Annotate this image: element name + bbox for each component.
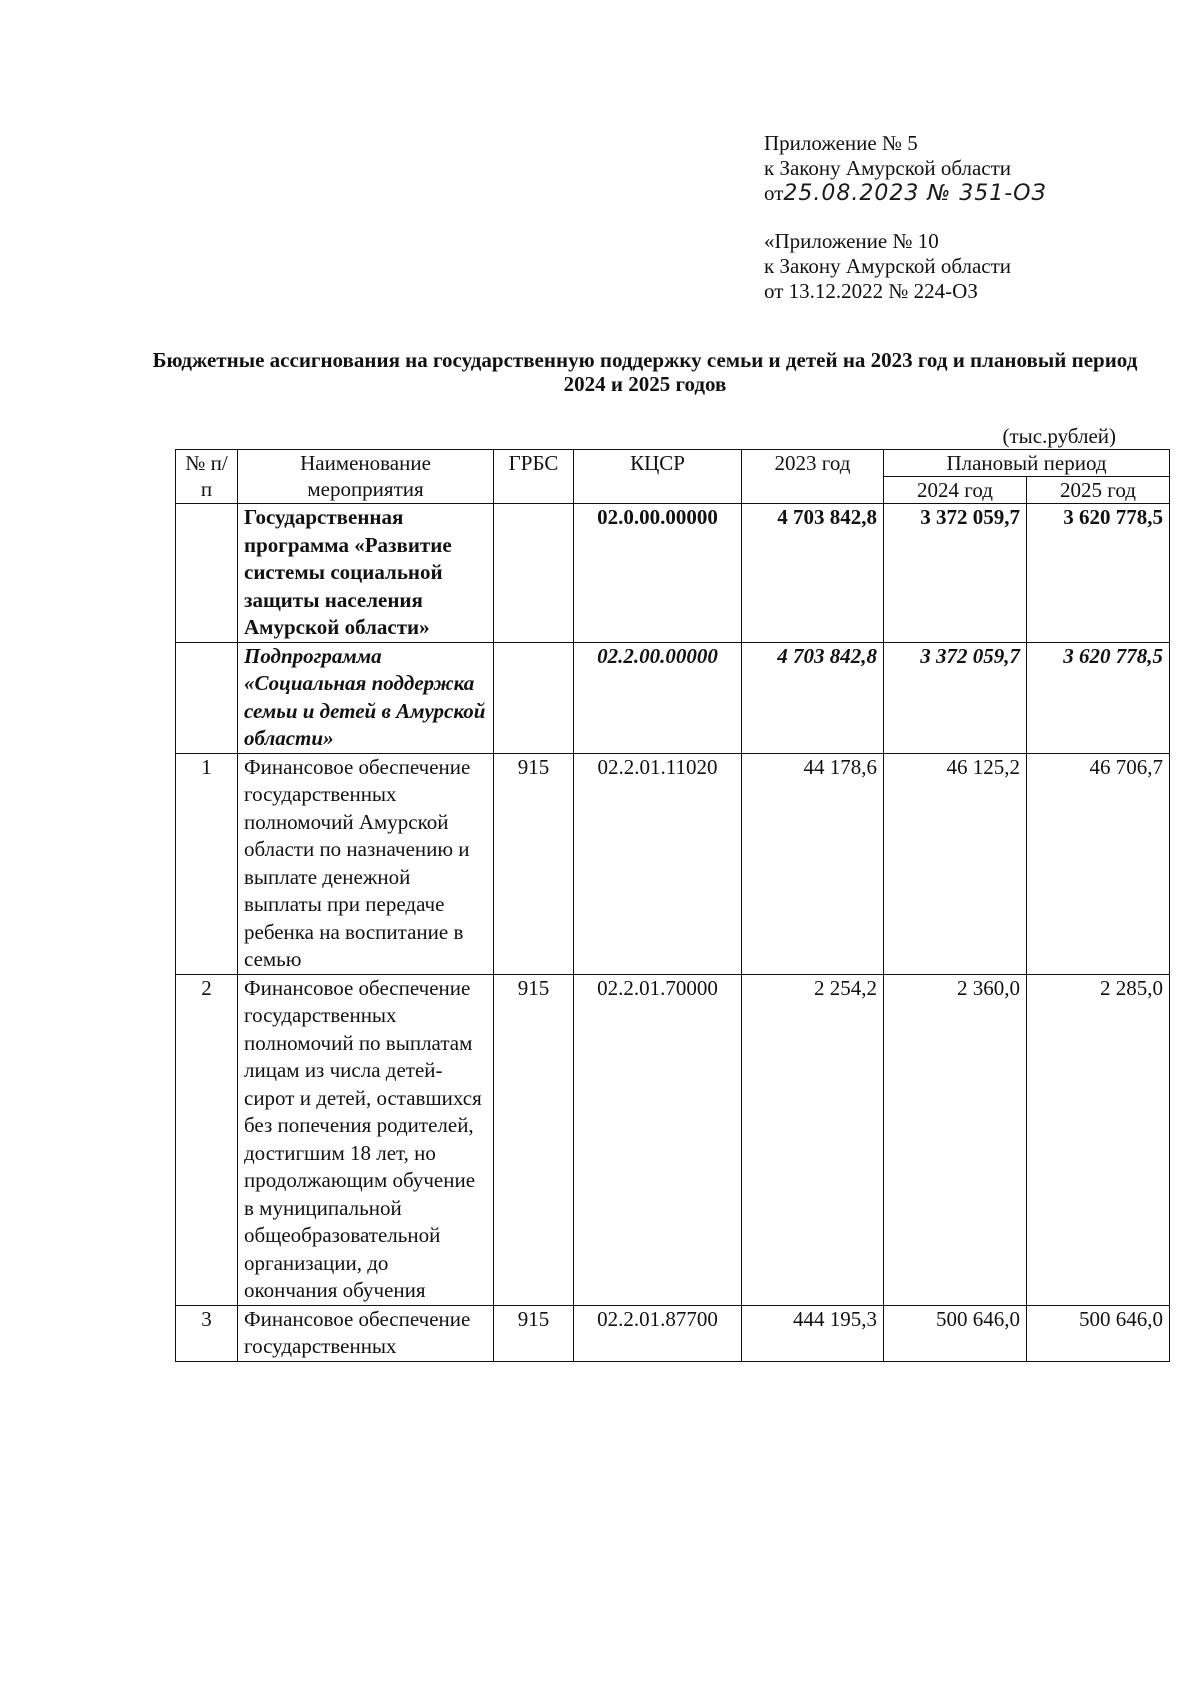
cell-grbs: 915 — [494, 753, 574, 974]
appendix-original-line2: к Закону Амурской области — [764, 254, 1012, 278]
units-label: (тыс.рублей) — [1002, 424, 1116, 448]
cell-kcsr: 02.2.00.00000 — [574, 642, 742, 753]
cell-2025: 500 646,0 — [1027, 1305, 1170, 1361]
appendix-current-line1: Приложение № 5 — [764, 131, 918, 155]
cell-2024: 500 646,0 — [884, 1305, 1027, 1361]
budget-table — [175, 449, 1170, 1362]
appendix-original-line3: от 13.12.2022 № 224-ОЗ — [764, 279, 978, 303]
cell-2024: 2 360,0 — [884, 974, 1027, 1305]
cell-grbs — [494, 642, 574, 753]
header-name: Наименование мероприятия — [238, 450, 494, 504]
header-num: № п/п — [176, 450, 238, 504]
cell-2025: 46 706,7 — [1027, 753, 1170, 974]
cell-kcsr: 02.2.01.87700 — [574, 1305, 742, 1361]
cell-name: Государственная программа «Развитие системы социальной защиты населения Амурской области» — [238, 504, 494, 643]
cell-grbs: 915 — [494, 1305, 574, 1361]
appendix-current-line3 — [764, 181, 1047, 206]
cell-grbs: 915 — [494, 974, 574, 1305]
cell-kcsr: 02.2.01.11020 — [574, 753, 742, 974]
cell-num: 2 — [176, 974, 238, 1305]
cell-name: Финансовое обеспечение государственных — [238, 1305, 494, 1361]
cell-num: 1 — [176, 753, 238, 974]
cell-2023: 444 195,3 — [742, 1305, 884, 1361]
date-prefix: от — [764, 181, 784, 205]
table-row-subprogram — [176, 642, 1170, 753]
cell-num: 3 — [176, 1305, 238, 1361]
cell-name: Подпрограмма «Социальная поддержка семьи и детей в Амурской области» — [238, 642, 494, 753]
header-2023: 2023 год — [742, 450, 884, 504]
appendix-current-line2: к Закону Амурской области — [764, 156, 1012, 180]
header-2024: 2024 год — [884, 477, 1027, 504]
cell-2025: 2 285,0 — [1027, 974, 1170, 1305]
cell-2025: 3 620 778,5 — [1027, 642, 1170, 753]
cell-2024: 46 125,2 — [884, 753, 1027, 974]
header-kcsr: КЦСР — [574, 450, 742, 504]
cell-num — [176, 642, 238, 753]
cell-name: Финансовое обеспечение государственных полномочий по выплатам лицам из числа детей-сирот и детей, оставшихся без попечения родителей, достигшим 18 лет, но продолжающим обучение в муниципальной общеобразовательной организации, до окончания обучения — [238, 974, 494, 1305]
header-grbs: ГРБС — [494, 450, 574, 504]
header-planned-period: Плановый период — [884, 450, 1170, 477]
cell-grbs — [494, 504, 574, 643]
cell-name: Финансовое обеспечение государственных полномочий Амурской области по назначению и выплате денежной выплаты при передаче ребенка на воспитание в семью — [238, 753, 494, 974]
cell-2024: 3 372 059,7 — [884, 642, 1027, 753]
cell-kcsr: 02.2.01.70000 — [574, 974, 742, 1305]
cell-2025: 3 620 778,5 — [1027, 504, 1170, 643]
handwritten-date-number: 25.08.2023 № 351-ОЗ — [783, 181, 1047, 206]
cell-2024: 3 372 059,7 — [884, 504, 1027, 643]
cell-2023: 44 178,6 — [742, 753, 884, 974]
table-row — [176, 974, 1170, 1305]
table-row — [176, 1305, 1170, 1361]
appendix-original-line1: «Приложение № 10 — [764, 229, 939, 253]
table-row-program — [176, 504, 1170, 643]
cell-num — [176, 504, 238, 643]
document-title: Бюджетные ассигнования на государственную поддержку семьи и детей на 2023 год и плановый период 2024 и 2025 годов — [152, 348, 1138, 396]
table-row — [176, 753, 1170, 974]
appendix-original — [764, 229, 1011, 304]
cell-2023: 4 703 842,8 — [742, 504, 884, 643]
header-2025: 2025 год — [1027, 477, 1170, 504]
cell-2023: 4 703 842,8 — [742, 642, 884, 753]
cell-kcsr: 02.0.00.00000 — [574, 504, 742, 643]
cell-2023: 2 254,2 — [742, 974, 884, 1305]
appendix-current — [764, 131, 1047, 206]
